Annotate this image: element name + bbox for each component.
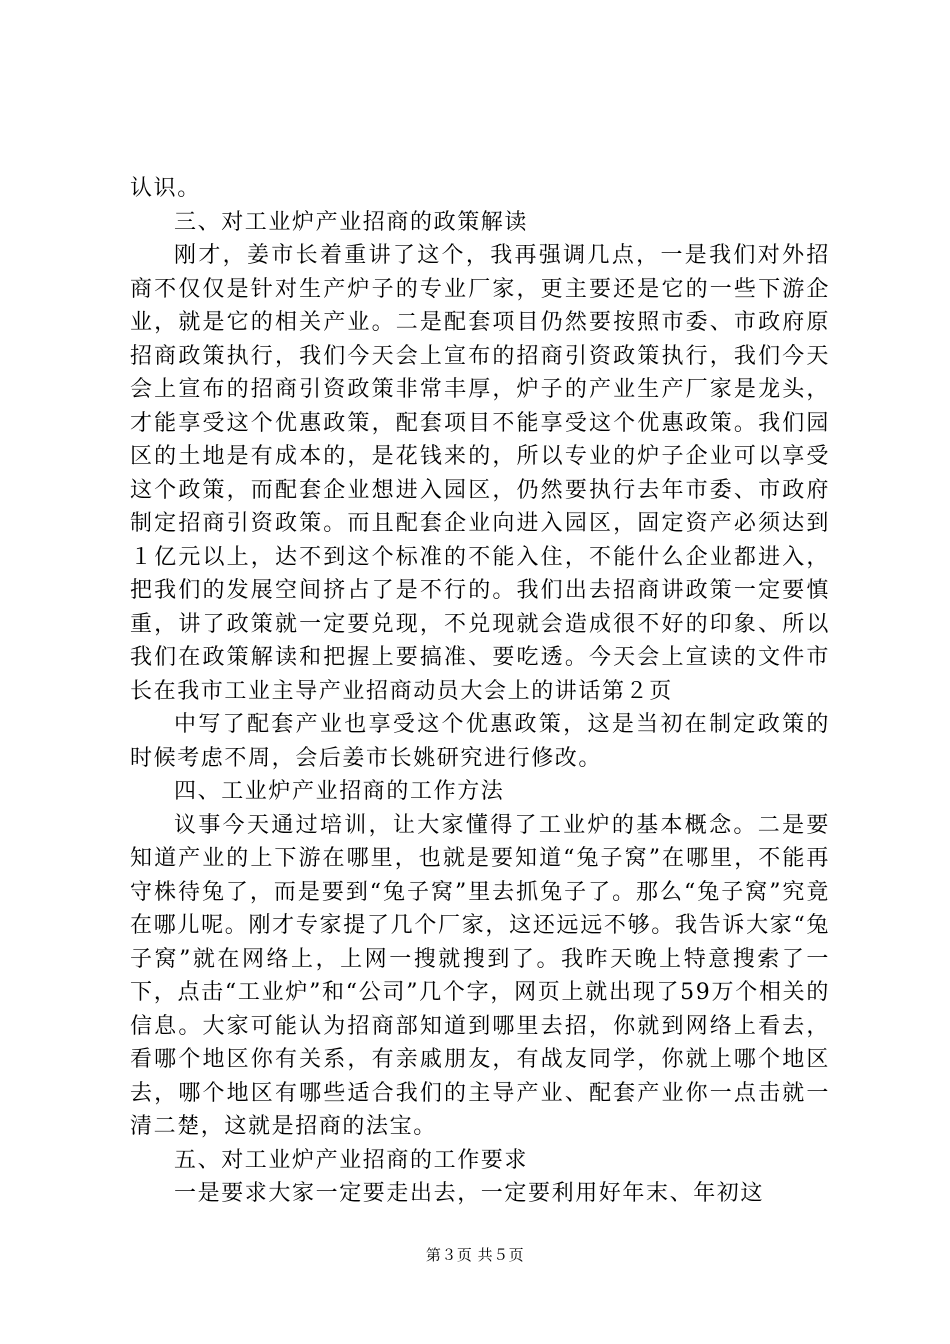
paragraph-continuation: 认识。 xyxy=(130,176,201,201)
section-heading-requirements: 五、对工业炉产业招商的工作要求 xyxy=(174,1147,529,1173)
section-heading-methods: 四、工业炉产业招商的工作方法 xyxy=(174,779,505,804)
section-heading-policy: 三、对工业炉产业招商的政策解读 xyxy=(174,209,529,235)
paragraph-requirements-body: 一是要求大家一定要走出去，一定要利用好年末、年初这 xyxy=(174,1181,765,1206)
paragraph-policy-continuation: 中写了配套产业也享受这个优惠政策，这是当初在制定政策的时候考虑不周，会后姜市长姚研究进行修改。 xyxy=(130,712,830,771)
document-body xyxy=(130,172,830,1211)
page-footer: 第３页 共５页 xyxy=(425,1246,525,1264)
paragraph-methods-body: 议事今天通过培训，让大家懂得了工业炉的基本概念。二是要知道产业的上下游在哪里，也就是要知道“兔子窝”在哪里，不能再守株待兔了，而是要到“兔子窝”里去抓兔子了。那么“兔子窝”究竟在哪儿呢。刚才专家提了几个厂家，这还远远不够。我告诉大家“兔子窝”就在网络上，上网一搜就搜到了。我昨天晚上特意搜索了一下，点击“工业炉”和“公司”几个字，网页上就出现了59万个相关的信息。大家可能认为招商部知道到哪里去招，你就到网络上看去，看哪个地区你有关系，有亲戚朋友，有战友同学，你就上哪个地区去，哪个地区有哪些适合我们的主导产业、配套产业你一点击就一清二楚，这就是招商的法宝。 xyxy=(130,812,830,1139)
paragraph-policy-body: 刚才，姜市长着重讲了这个，我再强调几点，一是我们对外招商不仅仅是针对生产炉子的专业厂家，更主要还是它的一些下游企业，就是它的相关产业。二是配套项目仍然要按照市委、市政府原招商政策执行，我们今天会上宣布的招商引资政策执行，我们今天会上宣布的招商引资政策非常丰厚，炉子的产业生产厂家是龙头，才能享受这个优惠政策，配套项目不能享受这个优惠政策。我们园区的土地是有成本的，是花钱来的，所以专业的炉子企业可以享受这个政策，而配套企业想进入园区，仍然要执行去年市委、市政府制定招商引资政策。而且配套企业向进入园区，固定资产必须达到１亿元以上，达不到这个标准的不能入住，不能什么企业都进入，把我们的发展空间挤占了是不行的。我们出去招商讲政策一定要慎重，讲了政策就一定要兑现，不兑现就会造成很不好的印象、所以我们在政策解读和把握上要搞准、要吃透。今天会上宣读的文件市长在我市工业主导产业招商动员大会上的讲话第２页 xyxy=(130,243,830,704)
